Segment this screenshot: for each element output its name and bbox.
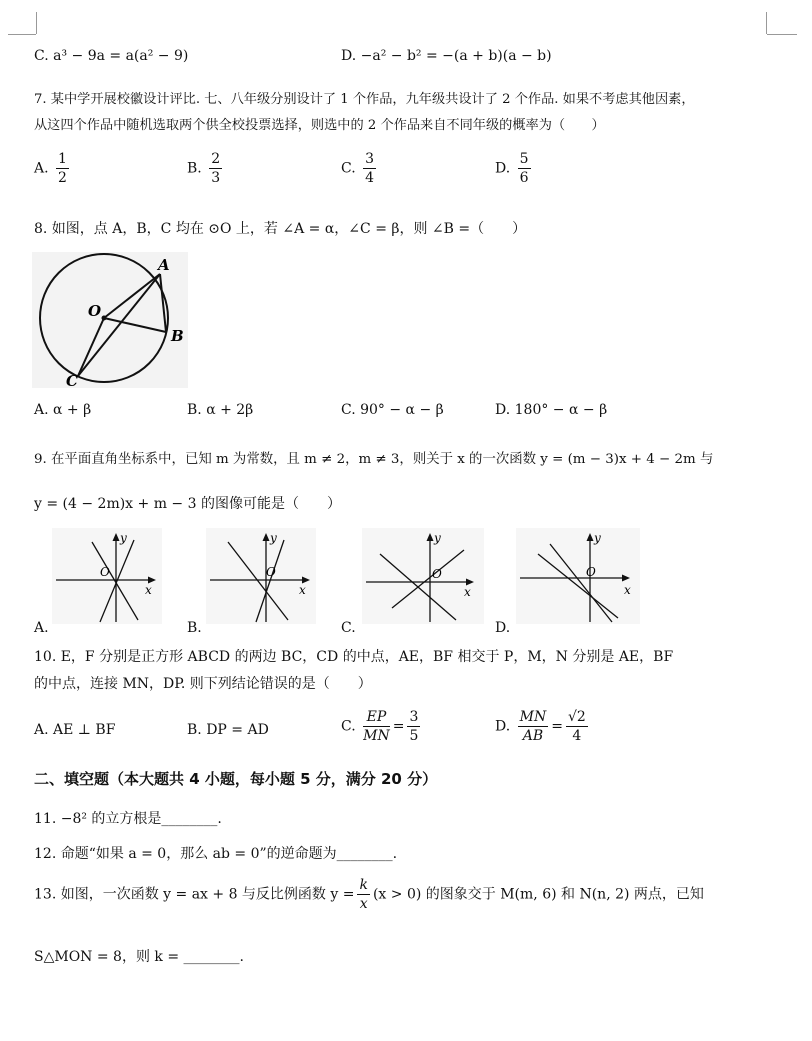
label-b: B [171, 327, 184, 345]
q13-line2: S△MON = 8，则 k = ________. [34, 949, 244, 965]
q6-option-c: C. a³ − 9a = a(a² − 9) [34, 48, 189, 64]
svg-text:y: y [594, 531, 601, 545]
q9-stem-line2: y = (4 − 2m)x + m − 3 的图像可能是（ ） [34, 496, 341, 512]
q11: 11. −8² 的立方根是________. [34, 811, 222, 827]
q10-option-b: B. DP = AD [187, 722, 269, 738]
q9-graph-a-label: A. [34, 620, 49, 636]
q7-option-d: D. $\frac{5}{6}$ [495, 151, 529, 186]
svg-text:O: O [432, 567, 442, 581]
svg-text:O: O [586, 565, 596, 579]
q8-stem: 8. 如图，点 A，B，C 均在 ⊙O 上，若 ∠A = α，∠C = β，则 ∠B =（ ） [34, 221, 527, 237]
q8-circle-figure [32, 252, 188, 388]
svg-text:x: x [299, 583, 306, 597]
q10-stem-line1: 10. E，F 分别是正方形 ABCD 的两边 BC，CD 的中点，AE，BF 相交于 P，M，N 分别是 AE，BF [34, 649, 674, 665]
q7-stem-line2: 从这四个作品中随机选取两个供全校投票选择，则选中的 2 个作品来自不同年级的概率为（ ） [34, 118, 605, 133]
label-o: O [88, 302, 102, 320]
center-point [102, 316, 107, 321]
q10-stem-line2: 的中点，连接 MN，DP. 则下列结论错误的是（ ） [34, 676, 372, 692]
q9-graph-b-label: B. [187, 620, 202, 636]
crop-mark-left-h [8, 34, 36, 35]
q12: 12. 命题“如果 a = 0，那么 ab = 0”的逆命题为________. [34, 846, 398, 862]
q7-option-c: C. $\frac{3}{4}$ [341, 151, 375, 186]
svg-text:x: x [464, 585, 471, 599]
svg-text:y: y [270, 531, 277, 545]
q8-option-a: A. α + β [34, 402, 92, 418]
q10-option-a: A. AE ⊥ BF [34, 722, 116, 738]
svg-text:x: x [624, 583, 631, 597]
q10-option-d: D. $\frac{MN}{AB}$ = $\frac{√2}{4}$ [495, 709, 586, 744]
svg-text:y: y [434, 531, 441, 545]
q9-graph-a [52, 528, 162, 624]
q7-option-b: B. $\frac{2}{3}$ [187, 151, 221, 186]
q13-line1: 13. 如图，一次函数 y = ax + 8 与反比例函数 y = $\frac{k}{x}$ (x > 0) 的图象交于 M(m, 6) 和 N(n, 2) 两点，已知 [34, 877, 704, 912]
q9-stem-line1: 9. 在平面直角坐标系中，已知 m 为常数，且 m ≠ 2，m ≠ 3，则关于 x 的一次函数 y = (m − 3)x + 4 − 2m 与 [34, 452, 714, 467]
q6-option-d: D. −a² − b² = −(a + b)(a − b) [341, 48, 552, 64]
label-a: A [158, 256, 170, 274]
q9-graph-c-label: C. [341, 620, 356, 636]
svg-text:O: O [100, 565, 110, 579]
q8-option-c: C. 90° − α − β [341, 402, 444, 418]
label-c: C [66, 372, 78, 388]
q7-option-a: A. $\frac{1}{2}$ [34, 151, 67, 186]
q8-option-d: D. 180° − α − β [495, 402, 608, 418]
svg-text:O: O [266, 565, 276, 579]
q9-graph-d-label: D. [495, 620, 511, 636]
section-2-heading: 二、填空题（本大题共 4 小题，每小题 5 分，满分 20 分） [34, 770, 438, 788]
svg-text:y: y [120, 531, 127, 545]
q9-graph-b [206, 528, 316, 624]
q8-option-b: B. α + 2β [187, 402, 254, 418]
crop-mark-left [36, 12, 37, 34]
q9-graph-d [516, 528, 640, 624]
q10-option-c: C. $\frac{EP}{MN}$ = $\frac{3}{5}$ [341, 709, 419, 744]
crop-mark-right-h [767, 34, 797, 35]
svg-text:x: x [145, 583, 152, 597]
q9-graph-c [362, 528, 484, 624]
q7-stem-line1: 7. 某中学开展校徽设计评比. 七、八年级分别设计了 1 个作品，九年级共设计了 2 个作品. 如果不考虑其他因素， [34, 92, 695, 107]
crop-mark-right [766, 12, 767, 34]
